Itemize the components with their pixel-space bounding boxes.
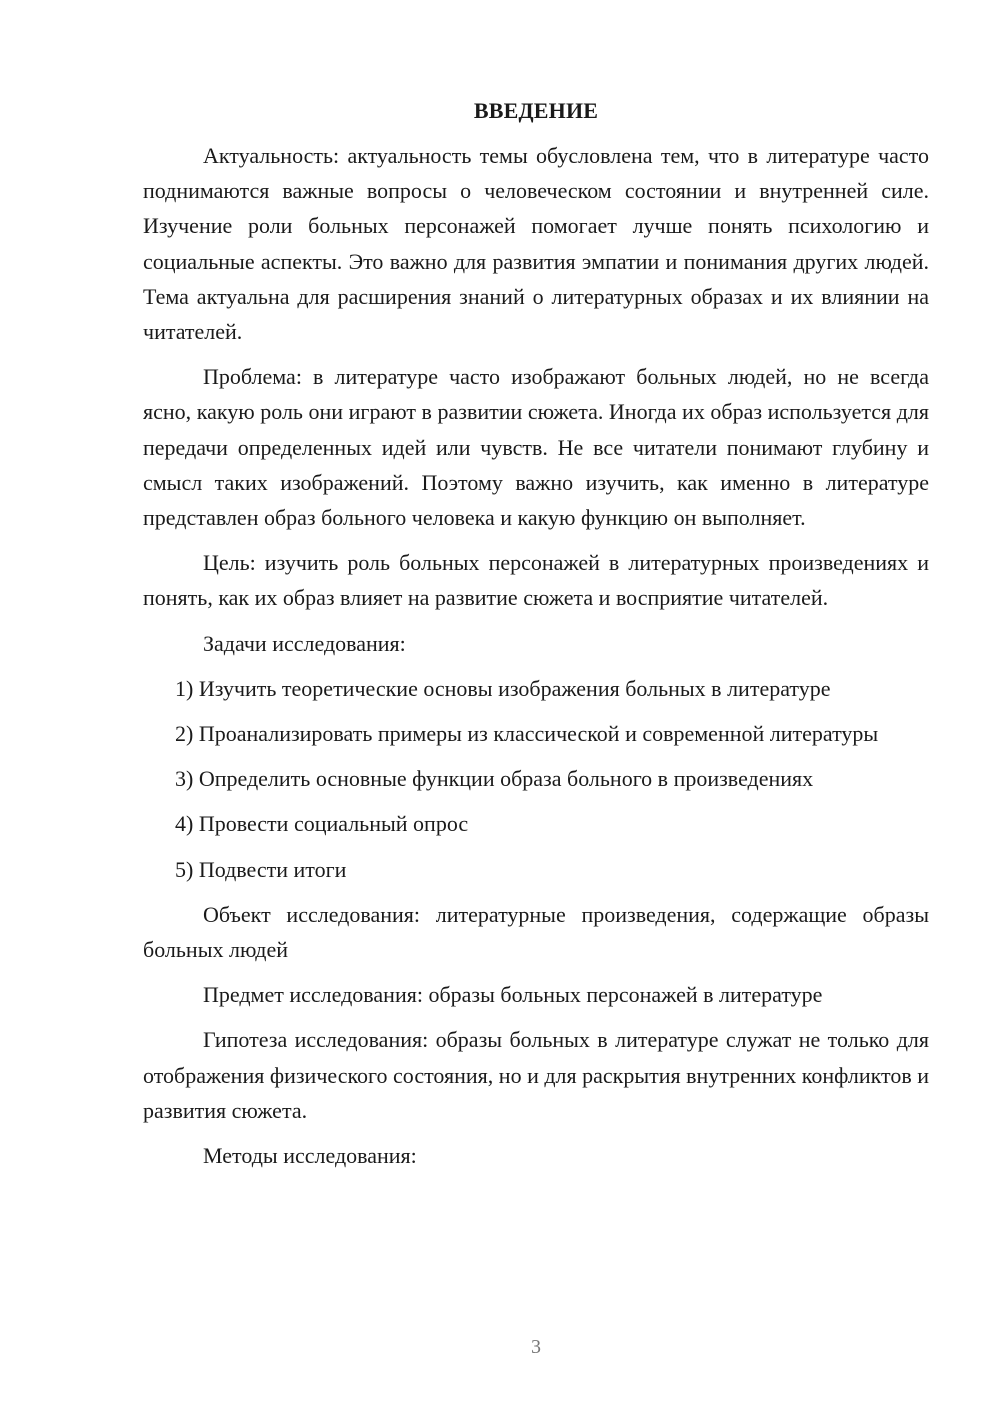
task-item-1: 1) Изучить теоретические основы изображения больных в литературе [175,675,831,701]
paragraph-hypothesis: Гипотеза исследования: образы больных в литературе служат не только для отображения физического состояния, но и для раскрытия внутренних конфликтов и развития сюжета. [143,1027,929,1123]
page-content [143,96,929,1183]
paragraph-problem: Проблема: в литературе часто изображают больных людей, но не всегда ясно, какую роль они играют в развитии сюжета. Иногда их образ используется для передачи определенных идей или чувств. Не все читатели понимают глубину и смысл таких изображений. Поэтому важно изучить, как именно в литературе представлен образ больного человека и какую функцию он выполняет. [143,364,929,531]
task-item-5: 5) Подвести итоги [175,856,347,882]
page-number: 3 [531,1336,541,1358]
task-item-3: 3) Определить основные функции образа больного в произведениях [175,766,814,792]
paragraph-relevance: Актуальность: актуальность темы обусловлена тем, что в литературе часто поднимаются важные вопросы о человеческом состоянии и внутренней силе. Изучение роли больных персонажей помогает лучше понять психологию и социальные аспекты. Это важно для развития эмпатии и понимания других людей. Тема актуальна для расширения знаний о литературных образах и их влиянии на читателей. [143,143,929,345]
task-item-4: 4) Провести социальный опрос [175,811,469,837]
paragraph-subject: Предмет исследования: образы больных персонажей в литературе [203,982,823,1008]
page-title: ВВЕДЕНИЕ [473,98,599,123]
paragraph-methods: Методы исследования: [203,1143,417,1169]
task-item-2: 2) Проанализировать примеры из классической и современной литературы [175,721,879,747]
paragraph-object: Объект исследования: литературные произведения, содержащие образы больных людей [143,901,929,963]
paragraph-goal: Цель: изучить роль больных персонажей в литературных произведениях и понять, как их образ влияет на развитие сюжета и восприятие читателей. [143,550,929,611]
tasks-heading: Задачи исследования: [203,630,406,656]
